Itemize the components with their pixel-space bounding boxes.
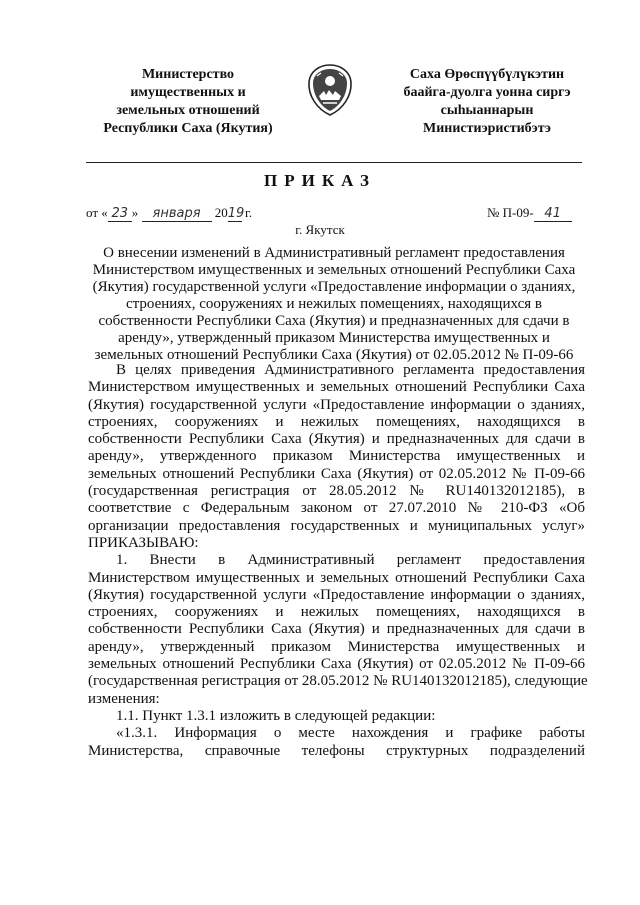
date-year: 19 xyxy=(227,206,245,221)
body-line: организации предоставления государственных и муниципальных услуг» xyxy=(88,517,585,534)
subject-line: собственности Республики Саха (Якутия) и предназначенных для сдачи в xyxy=(98,313,570,329)
number-value: 41 xyxy=(534,207,572,222)
subject-line: О внесении изменений в Административный регламент предоставления xyxy=(103,245,565,261)
ministry-name-line: Республики Саха (Якутия) xyxy=(103,121,273,136)
item-line: 1. Внести в Административный регламент предоставления xyxy=(116,552,585,569)
header-divider xyxy=(86,162,582,163)
ministry-name-yakut xyxy=(392,66,582,138)
city: г. Якутск xyxy=(295,222,345,237)
subitem-line: 1.1. Пункт 1.3.1 изложить в следующей редакции: xyxy=(116,707,436,724)
item-line: строениях, сооружениях и нежилых помещениях, находящихся в xyxy=(88,604,585,621)
item-line: аренду», утвержденный приказом Министерства имущественных и xyxy=(88,638,585,655)
item-line: изменения: xyxy=(88,690,160,707)
date-year-prefix: 20 xyxy=(214,205,228,220)
ministry-name-line: сыһыаннарын xyxy=(440,103,534,118)
body-line: земельных отношений Республики Саха (Якутия) от 02.05.2012 № П-09-66 xyxy=(88,465,585,482)
ministry-name-russian xyxy=(88,66,288,138)
ministry-name-line: баайга-дуолга уонна сиргэ xyxy=(403,85,571,100)
body-line: (государственная регистрация от 28.05.2012 № RU140132012185), в xyxy=(88,483,585,500)
quote-line: Министерства, справочные телефоны структурных подразделений xyxy=(88,742,585,759)
item-line: (государственная регистрация от 28.05.2012 № RU140132012185), следующие xyxy=(88,673,588,690)
order-body xyxy=(88,362,588,760)
item-line: (Якутия) государственной услуги «Предоставление информации о зданиях, xyxy=(88,586,585,603)
order-word: ПРИКАЗЫВАЮ: xyxy=(88,534,199,551)
subject-line: Министерством имущественных и земельных отношений Республики Саха xyxy=(92,262,576,278)
subject-line: строениях, сооружениях и нежилых помещениях, находящихся в xyxy=(126,296,542,312)
body-line: соответствие с Федеральным законом от 27.07.2010 № 210-ФЗ «Об xyxy=(88,500,585,517)
item-line: Министерством имущественных и земельных отношений Республики Саха xyxy=(88,569,585,586)
document-title: ПРИКАЗ xyxy=(264,171,376,190)
order-subject xyxy=(84,245,584,364)
ministry-name-line: земельных отношений xyxy=(116,103,260,118)
date-suffix: г. xyxy=(245,205,253,220)
body-line: собственности Республики Саха (Якутия) и предназначенных для сдачи в xyxy=(88,431,585,448)
subject-line: аренду», утвержденный приказом Министерства имущественных и xyxy=(118,330,550,346)
ministry-name-line: Министерство xyxy=(141,67,235,82)
order-date xyxy=(86,205,252,222)
subject-line: земельных отношений Республики Саха (Якутия) от 02.05.2012 № П-09-66 xyxy=(94,347,574,363)
item-line: собственности Республики Саха (Якутия) и предназначенных для сдачи в xyxy=(88,621,585,638)
ministry-name-line: Саха Өрөспүүбүлүкэтин xyxy=(409,67,565,82)
date-prefix: от « xyxy=(86,205,108,220)
subject-line: (Якутия) государственной услуги «Предоставление информации о зданиях, xyxy=(92,279,576,295)
coat-of-arms-icon xyxy=(305,62,355,118)
body-line: В целях приведения Административного регламента предоставления xyxy=(116,362,585,378)
body-line: строениях, сооружениях и нежилых помещениях, находящихся в xyxy=(88,413,585,430)
number-prefix: № П-09- xyxy=(487,205,534,220)
ministry-name-line: Министиэристибэтэ xyxy=(423,121,551,136)
quote-line: «1.3.1. Информация о месте нахождения и графике работы xyxy=(116,725,585,742)
ministry-name-line: имущественных и xyxy=(130,85,246,100)
body-line: Министерством имущественных и земельных отношений Республики Саха xyxy=(88,379,585,396)
date-day: 23 xyxy=(108,207,132,222)
item-line: земельных отношений Республики Саха (Якутия) от 02.05.2012 № П-09-66 xyxy=(88,656,585,673)
date-separator: » xyxy=(131,205,139,220)
body-line: (Якутия) государственной услуги «Предоставление информации о зданиях, xyxy=(88,396,585,413)
order-number xyxy=(487,205,572,222)
date-month: января xyxy=(142,207,212,222)
body-line: аренду», утвержденного приказом Министерства имущественных и xyxy=(88,448,585,465)
